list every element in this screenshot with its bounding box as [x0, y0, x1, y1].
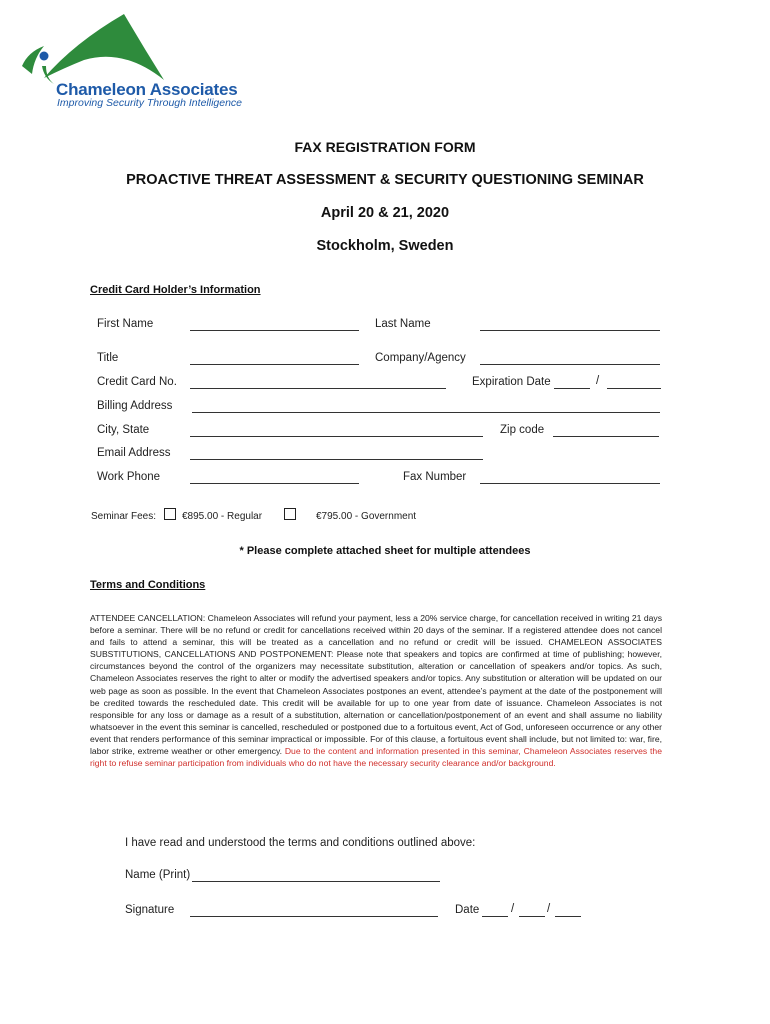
billing-address-label: Billing Address [97, 400, 173, 412]
zip-field[interactable] [553, 436, 659, 437]
city-state-field[interactable] [190, 436, 483, 437]
last-name-label: Last Name [375, 318, 431, 330]
date-month-field[interactable] [482, 916, 508, 917]
date-slash-2: / [547, 903, 551, 915]
city-state-label: City, State [97, 424, 150, 436]
email-label: Email Address [97, 447, 171, 459]
form-title: FAX REGISTRATION FORM [294, 139, 476, 155]
regular-fee-checkbox[interactable] [164, 508, 176, 520]
logo-name: Chameleon Associates [56, 80, 238, 99]
company-logo [14, 8, 174, 88]
terms-body [90, 612, 662, 769]
seminar-dates: April 20 & 21, 2020 [320, 205, 450, 221]
logo-green-arc [22, 46, 44, 74]
logo-green-wing [44, 14, 164, 80]
signature-field[interactable] [190, 916, 438, 917]
seminar-fees-label: Seminar Fees: [91, 511, 157, 522]
title-label: Title [97, 352, 119, 364]
work-phone-label: Work Phone [97, 471, 161, 483]
date-day-field[interactable] [519, 916, 545, 917]
expiration-slash: / [596, 375, 600, 387]
date-label: Date [455, 904, 480, 916]
date-year-field[interactable] [555, 916, 581, 917]
company-field[interactable] [480, 364, 660, 365]
expiration-month-field[interactable] [554, 388, 590, 389]
name-print-label: Name (Print) [125, 869, 191, 881]
expiration-year-field[interactable] [607, 388, 661, 389]
logo-blue-dot [40, 52, 49, 61]
signature-label: Signature [125, 904, 175, 916]
last-name-field[interactable] [480, 330, 660, 331]
billing-address-field[interactable] [192, 412, 660, 413]
terms-clearance-warning: Due to the content and information presented in this seminar, Chameleon Associates reserves the right to refuse seminar participation from individuals who do not have the necessary security clearance and/or background. [90, 746, 662, 769]
expiration-label: Expiration Date [472, 376, 551, 388]
title-field[interactable] [190, 364, 359, 365]
first-name-field[interactable] [190, 330, 359, 331]
seminar-location: Stockholm, Sweden [316, 238, 454, 254]
seminar-title: PROACTIVE THREAT ASSESSMENT & SECURITY QUESTIONING SEMINAR [126, 172, 644, 188]
multiple-attendees-note: * Please complete attached sheet for multiple attendees [239, 545, 531, 557]
acknowledgement-statement: I have read and understood the terms and conditions outlined above: [125, 837, 476, 849]
date-slash-1: / [511, 903, 515, 915]
work-phone-field[interactable] [190, 483, 359, 484]
card-section-heading: Credit Card Holder’s Information [90, 284, 261, 296]
email-field[interactable] [190, 459, 483, 460]
credit-card-label: Credit Card No. [97, 376, 177, 388]
logo-tagline: Improving Security Through Intelligence [57, 97, 243, 109]
terms-heading: Terms and Conditions [90, 579, 206, 591]
fax-number-label: Fax Number [403, 471, 467, 483]
government-fee-label: €795.00 - Government [316, 511, 417, 522]
first-name-label: First Name [97, 318, 154, 330]
name-print-field[interactable] [192, 881, 440, 882]
government-fee-checkbox[interactable] [284, 508, 296, 520]
zip-label: Zip code [500, 424, 545, 436]
regular-fee-label: €895.00 - Regular [182, 511, 263, 522]
terms-text: ATTENDEE CANCELLATION: Chameleon Associates will refund your payment, less a 20% service charge, for cancellation received in writing 21 days before a seminar. There will be no refund or credit for cancellations received within 20 days of the seminar. If a registered attendee does not cancel and fails to attend a seminar, this will be treated as a cancellation and no refund or credit will be issued. CHAMELEON ASSOCIATES SUBSTITUTIONS, CANCELLATIONS AND POSTPONEMENT: Please note that speakers and topics are confirmed at time of publishing; however, circumstances beyond the control of the organizers may necessitate substitution, alteration or cancellation of speakers and/or topics. As such, Chameleon Associates reserves the right to alter or modify the advertised speakers and/or topics. Any substitution or alteration will be updated on our web page as soon as possible. In the event that Chameleon Associates postpones an event, attendee’s payment at the date of the postponement will be credited towards the rescheduled date. This credit will be available for up to one year from date of issuance. Chameleon Associates is not responsible for any loss or damage as a result of a substitution, alternation or cancellation/postponement of an event and shall assume no liability whatsoever in the event this seminar is cancelled, rescheduled or postponed due to a fortuitous event, Act of God, unforeseen occurrence or any other event that renders performance of this seminar impractical or impossible. For of this clause, a fortuitous event shall include, but not limited to: war, fire, labor strike, extreme weather or other emergency. [90, 613, 662, 757]
company-label: Company/Agency [375, 352, 466, 364]
fax-number-field[interactable] [480, 483, 660, 484]
credit-card-field[interactable] [190, 388, 446, 389]
